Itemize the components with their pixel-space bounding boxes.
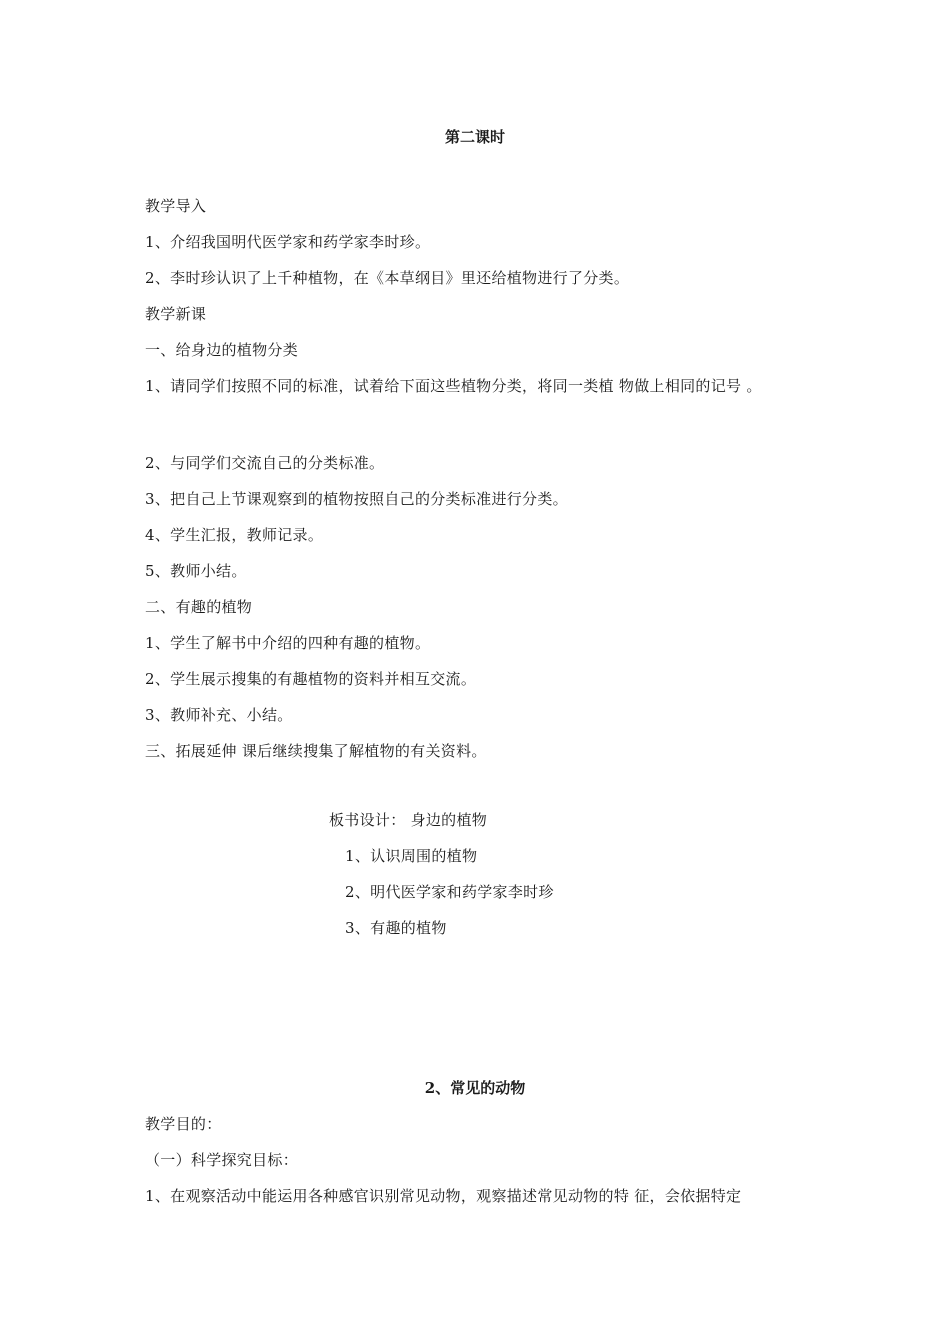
- board-design-item: 2、明代医学家和药学家李时珍: [345, 883, 554, 901]
- section-label-intro: 教学导入: [145, 197, 207, 215]
- subsection-heading: 三、拓展延伸 课后继续搜集了解植物的有关资料。: [145, 742, 487, 760]
- paragraph-line: 1、在观察活动中能运用各种感官识别常见动物，观察描述常见动物的特 征，会依据特定: [145, 1187, 742, 1205]
- paragraph-line: 1、介绍我国明代医学家和药学家李时珍。: [145, 233, 431, 251]
- paragraph-line: 2、与同学们交流自己的分类标准。: [145, 454, 385, 472]
- paragraph-line: 1、学生了解书中介绍的四种有趣的植物。: [145, 634, 431, 652]
- section-label-new: 教学新课: [145, 305, 207, 323]
- lesson-title: 第二课时: [444, 128, 505, 146]
- board-design-item: 3、有趣的植物: [345, 919, 447, 937]
- subsection-heading: 一、给身边的植物分类: [145, 341, 299, 359]
- board-design-title: 板书设计： 身边的植物: [329, 811, 488, 829]
- paragraph-line: 5、教师小结。: [145, 562, 247, 580]
- paragraph-line: 4、学生汇报，教师记录。: [145, 526, 324, 544]
- board-design-item: 1、认识周围的植物: [345, 847, 478, 865]
- section-title: 2、常见的动物: [424, 1079, 526, 1097]
- subsection-heading: 二、有趣的植物: [145, 598, 253, 616]
- paragraph-line: 2、学生展示搜集的有趣植物的资料并相互交流。: [145, 670, 477, 688]
- section-label-goals: 教学目的：: [145, 1115, 222, 1133]
- paragraph-line: 1、请同学们按照不同的标准，试着给下面这些植物分类，将同一类植 物做上相同的记号 。: [145, 377, 762, 395]
- paragraph-line: 3、教师补充、小结。: [145, 706, 293, 724]
- subsection-heading: （一）科学探究目标：: [145, 1151, 299, 1169]
- paragraph-line: 2、李时珍认识了上千种植物，在《本草纲目》里还给植物进行了分类。: [145, 269, 630, 287]
- paragraph-line: 3、把自己上节课观察到的植物按照自己的分类标准进行分类。: [145, 490, 568, 508]
